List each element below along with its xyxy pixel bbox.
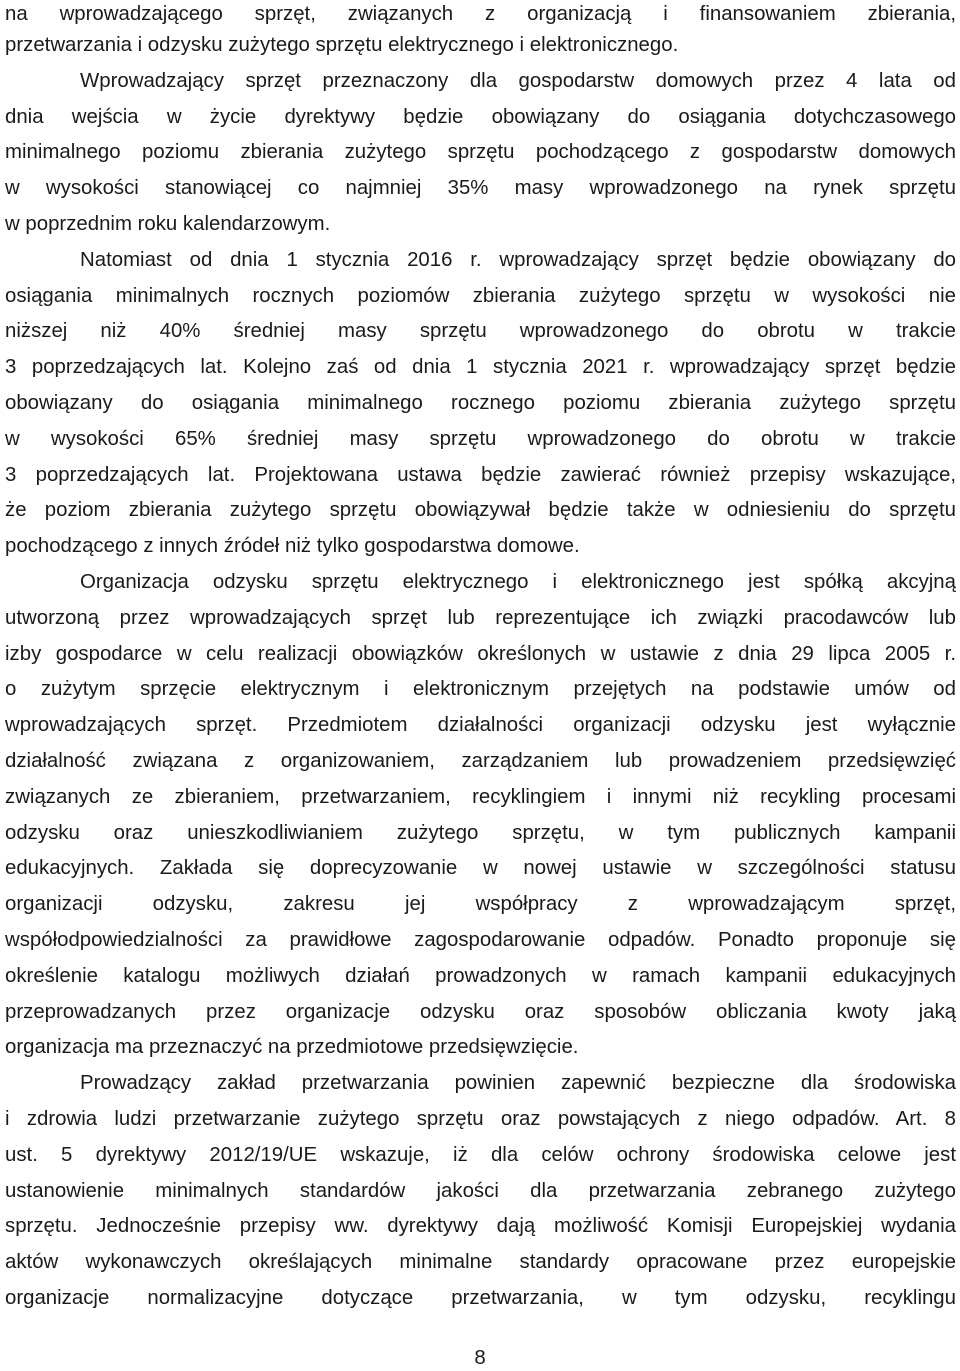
text-line: o zużytym sprzęcie elektrycznym i elektronicznym przejętych na podstawie umów od: [5, 678, 956, 701]
body-text: [5, 0, 956, 1317]
text-line: na wprowadzającego sprzęt, związanych z organizacją i finansowaniem zbierania,: [5, 3, 956, 25]
text-line: 3 poprzedzających lat. Kolejno zaś od dnia 1 stycznia 2021 r. wprowadzający sprzęt będzie: [5, 356, 956, 379]
text-line: pochodzącego z innych źródeł niż tylko gospodarstwa domowe.: [5, 535, 580, 558]
text-line: współodpowiedzialności za prawidłowe zagospodarowanie odpadów. Ponadto proponuje się: [5, 928, 956, 951]
text-line: ust. 5 dyrektywy 2012/19/UE wskazuje, iż dla celów ochrony środowiska celowe jest: [5, 1143, 956, 1166]
text-line: odzysku oraz unieszkodliwianiem zużytego sprzętu, w tym publicznych kampanii: [5, 821, 956, 844]
text-line: izby gospodarce w celu realizacji obowiązków określonych w ustawie z dnia 29 lipca 2005 r.: [5, 642, 956, 665]
text-line: organizacja ma przeznaczyć na przedmiotowe przedsięwzięcie.: [5, 1036, 579, 1059]
text-line: aktów wykonawczych określających minimalne standardy opracowane przez europejskie: [5, 1251, 956, 1274]
text-line: obowiązany do osiągania minimalnego rocznego poziomu zbierania zużytego sprzętu: [5, 391, 956, 414]
text-line: w poprzednim roku kalendarzowym.: [5, 212, 331, 235]
text-line: minimalnego poziomu zbierania zużytego sprzętu pochodzącego z gospodarstw domowych: [5, 141, 956, 164]
text-line: niższej niż 40% średniej masy sprzętu wprowadzonego do obrotu w trakcie: [5, 320, 956, 343]
page-number: 8: [474, 1347, 486, 1369]
text-line: Wprowadzający sprzęt przeznaczony dla gospodarstw domowych przez 4 lata od: [80, 69, 956, 92]
text-line: że poziom zbierania zużytego sprzętu obowiązywał będzie także w odniesieniu do sprzętu: [5, 499, 956, 522]
text-line: działalność związana z organizowaniem, zarządzaniem lub prowadzeniem przedsięwzięć: [5, 749, 956, 772]
text-line: organizacji odzysku, zakresu jej współpracy z wprowadzającym sprzęt,: [5, 893, 956, 916]
text-line: w wysokości stanowiącej co najmniej 35% masy wprowadzonego na rynek sprzętu: [5, 177, 956, 200]
text-line: i zdrowia ludzi przetwarzanie zużytego sprzętu oraz powstających z niego odpadów. Art. 8: [5, 1107, 956, 1130]
text-line: ustanowienie minimalnych standardów jakości dla przetwarzania zebranego zużytego: [5, 1179, 956, 1202]
text-line: związanych ze zbieraniem, przetwarzaniem, recyklingiem i innymi niż recykling procesami: [5, 785, 956, 808]
text-line: utworzoną przez wprowadzających sprzęt lub reprezentujące ich związki pracodawców lub: [5, 606, 956, 629]
text-line: Natomiast od dnia 1 stycznia 2016 r. wprowadzający sprzęt będzie obowiązany do: [80, 248, 956, 271]
text-line: przetwarzania i odzysku zużytego sprzętu elektrycznego i elektronicznego.: [5, 34, 679, 56]
text-line: przeprowadzanych przez organizacje odzysku oraz sposobów obliczania kwoty jaką: [5, 1000, 956, 1023]
text-line: organizacje normalizacyjne dotyczące przetwarzania, w tym odzysku, recyklingu: [5, 1286, 956, 1309]
text-line: edukacyjnych. Zakłada się doprecyzowanie w nowej ustawie w szczególności statusu: [5, 857, 956, 880]
text-line: wprowadzających sprzęt. Przedmiotem działalności organizacji odzysku jest wyłącznie: [5, 714, 956, 737]
text-line: sprzętu. Jednocześnie przepisy ww. dyrektywy dają możliwość Komisji Europejskiej wydania: [5, 1215, 956, 1238]
text-line: osiągania minimalnych rocznych poziomów zbierania zużytego sprzętu w wysokości nie: [5, 284, 956, 307]
text-line: określenie katalogu możliwych działań prowadzonych w ramach kampanii edukacyjnych: [5, 964, 956, 987]
text-line: dnia wejścia w życie dyrektywy będzie obowiązany do osiągania dotychczasowego: [5, 105, 956, 128]
text-line: w wysokości 65% średniej masy sprzętu wprowadzonego do obrotu w trakcie: [5, 427, 956, 450]
text-line: 3 poprzedzających lat. Projektowana ustawa będzie zawierać również przepisy wskazujące,: [5, 463, 956, 486]
text-line: Prowadzący zakład przetwarzania powinien zapewnić bezpieczne dla środowiska: [80, 1072, 956, 1095]
text-line: Organizacja odzysku sprzętu elektrycznego i elektronicznego jest spółką akcyjną: [80, 570, 956, 593]
